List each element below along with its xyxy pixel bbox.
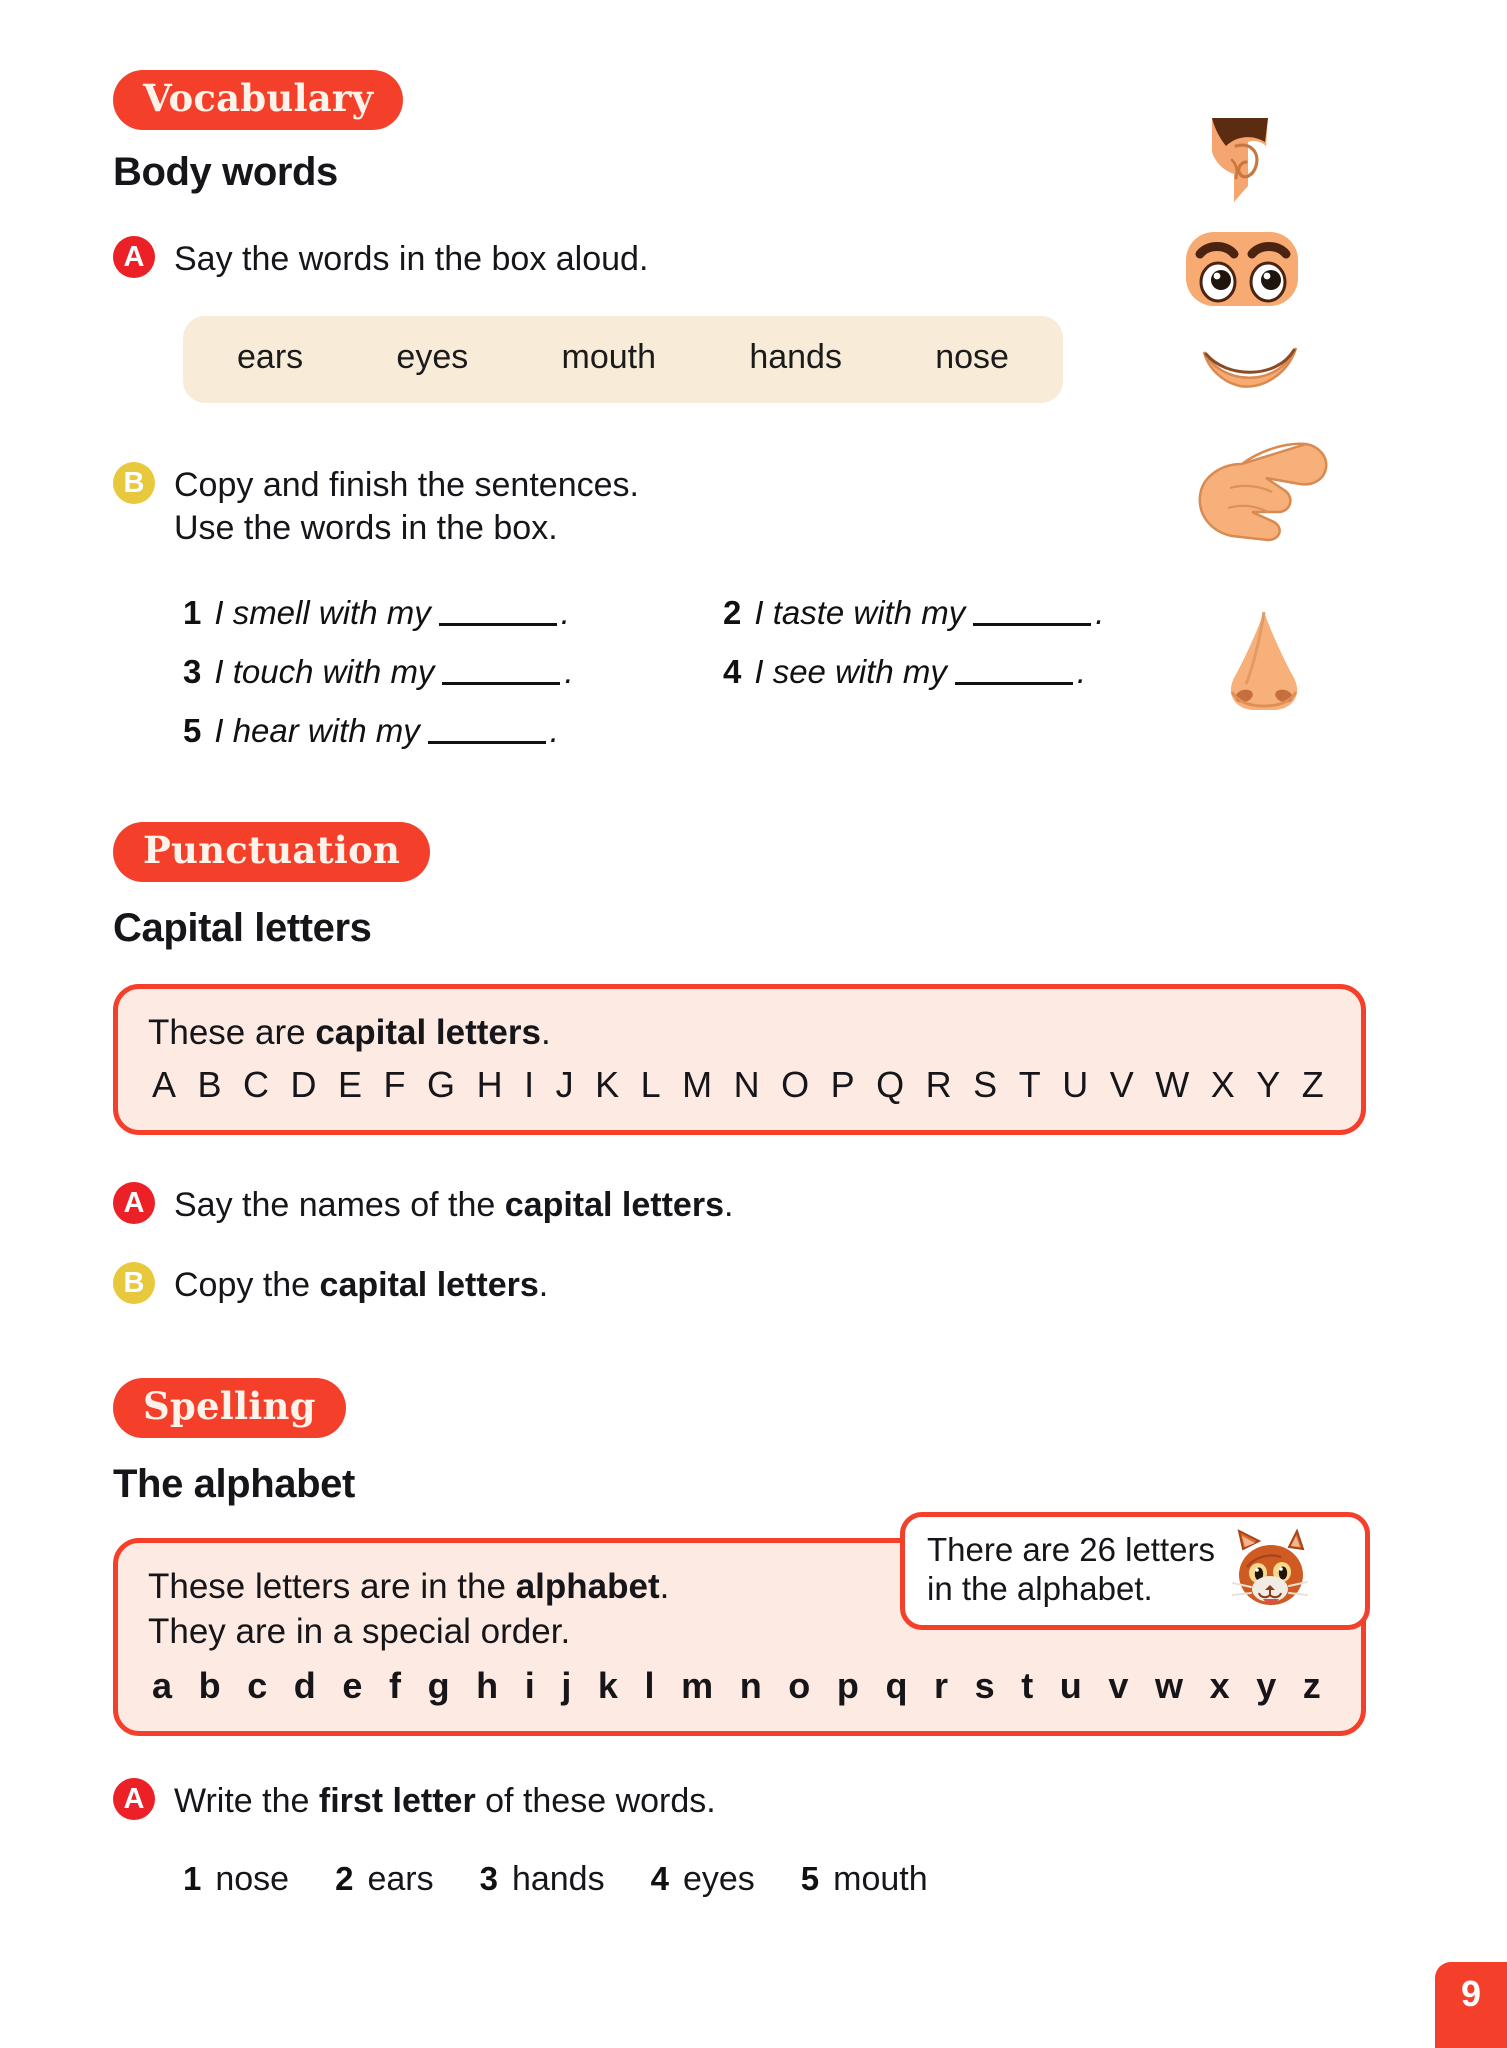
- sentence-period: .: [564, 653, 574, 690]
- subheading-body-words: Body words: [113, 150, 338, 194]
- task-vocab-b-line2: Use the words in the box.: [174, 508, 558, 547]
- sentence-period: .: [549, 712, 559, 749]
- task-punct-b-bold: capital letters: [319, 1266, 539, 1304]
- alphabet-letter: Y: [1256, 1063, 1282, 1105]
- sentence-text: I touch with my: [214, 653, 435, 690]
- word-label: eyes: [682, 1860, 755, 1898]
- alphabet-letter: b: [198, 1664, 221, 1706]
- word-box: [183, 316, 1063, 403]
- cat-mascot-illustration: [1225, 1527, 1309, 1613]
- sentence-period: .: [1076, 653, 1087, 690]
- info-box-alphabet-line2: They are in a special order.: [148, 1611, 571, 1651]
- alphabet-letter: F: [383, 1063, 407, 1105]
- word-box-item-0: ears: [237, 338, 304, 376]
- lowercase-alphabet-letters: [152, 1665, 1321, 1707]
- sentence-row: [183, 712, 1193, 750]
- answer-blank[interactable]: [428, 741, 546, 744]
- word-label: hands: [511, 1860, 605, 1898]
- ear-illustration: [1192, 112, 1288, 204]
- alphabet-letter: y: [1256, 1664, 1277, 1706]
- task-vocab-b: [113, 462, 639, 549]
- alphabet-letter: U: [1062, 1063, 1090, 1105]
- alphabet-letter: n: [739, 1664, 762, 1706]
- bubble-line1: There are 26 letters: [927, 1531, 1215, 1569]
- mouth-illustration: [1196, 334, 1306, 398]
- alphabet-letter: T: [1018, 1063, 1042, 1105]
- task-punct-a-bold: capital letters: [504, 1186, 724, 1224]
- info-text-end: .: [540, 1013, 551, 1052]
- info-text-plain: These letters are in the: [148, 1567, 516, 1606]
- info-text-bold: capital letters: [315, 1013, 541, 1052]
- task-vocab-b-line1: Copy and finish the sentences.: [174, 466, 639, 504]
- alphabet-letter: q: [885, 1664, 908, 1706]
- alphabet-letter: S: [973, 1063, 999, 1105]
- task-punct-b-plain2: .: [538, 1266, 549, 1304]
- info-text-end: .: [659, 1567, 670, 1606]
- capital-alphabet-row: [148, 1056, 1331, 1106]
- answer-blank[interactable]: [955, 682, 1073, 685]
- word-number: 1: [183, 1860, 202, 1897]
- task-vocab-a-text: Say the words in the box aloud.: [174, 240, 649, 278]
- word-number: 3: [479, 1860, 498, 1897]
- alphabet-letter: B: [197, 1063, 223, 1105]
- alphabet-letter: o: [788, 1664, 811, 1706]
- alphabet-letter: K: [595, 1063, 621, 1105]
- alphabet-letter: u: [1059, 1664, 1082, 1706]
- section-pill-spelling: Spelling: [113, 1378, 346, 1438]
- alphabet-letter: Z: [1301, 1063, 1325, 1105]
- alphabet-letter: x: [1209, 1664, 1230, 1706]
- alphabet-letter: s: [974, 1664, 995, 1706]
- alphabet-letter: J: [555, 1063, 575, 1105]
- sentence-period: .: [1095, 594, 1105, 631]
- alphabet-letter: W: [1155, 1063, 1191, 1105]
- page-number-badge: 9: [1435, 1962, 1507, 2048]
- word-number: 4: [650, 1860, 669, 1897]
- answer-blank[interactable]: [973, 623, 1091, 626]
- task-badge-a: A: [113, 1182, 155, 1224]
- answer-blank[interactable]: [439, 623, 557, 626]
- sentence-text: I see with my: [754, 653, 947, 690]
- alphabet-letter: V: [1109, 1063, 1135, 1105]
- word-box-item-2: mouth: [561, 338, 657, 376]
- sentence-number: 4: [723, 653, 742, 690]
- alphabet-letter: i: [524, 1664, 535, 1706]
- alphabet-letter: e: [342, 1664, 363, 1706]
- alphabet-letter: G: [427, 1063, 457, 1105]
- word-box-item-4: nose: [935, 338, 1009, 376]
- sentence-text: I taste with my: [754, 594, 966, 631]
- alphabet-letter: a: [152, 1664, 173, 1706]
- answer-blank[interactable]: [442, 682, 560, 685]
- sentence-number: 1: [183, 594, 202, 631]
- sentence-period: .: [560, 594, 570, 631]
- word-label: ears: [367, 1860, 434, 1898]
- task-punct-b: [113, 1262, 548, 1307]
- word-number: 2: [335, 1860, 354, 1897]
- alphabet-letter: m: [681, 1664, 714, 1706]
- alphabet-letter: c: [247, 1664, 268, 1706]
- nose-illustration: [1220, 608, 1308, 720]
- alphabet-letter: C: [243, 1063, 271, 1105]
- alphabet-letter: g: [427, 1664, 450, 1706]
- task-badge-a: A: [113, 236, 155, 278]
- alphabet-letter: j: [561, 1664, 572, 1706]
- task-badge-b: B: [113, 1262, 155, 1304]
- subheading-capital-letters: Capital letters: [113, 906, 372, 950]
- lowercase-alphabet-row: [148, 1655, 1331, 1707]
- word-box-item-1: eyes: [396, 338, 469, 376]
- alphabet-letter: l: [644, 1664, 655, 1706]
- word-number: 5: [800, 1860, 820, 1897]
- info-box-capital-letters: [113, 984, 1366, 1135]
- alphabet-letter: E: [338, 1063, 364, 1105]
- word-label: nose: [215, 1860, 290, 1898]
- word-label: mouth: [833, 1860, 928, 1898]
- alphabet-letter: h: [476, 1664, 499, 1706]
- task-spelling-a: [113, 1778, 716, 1823]
- alphabet-letter: d: [293, 1664, 316, 1706]
- task-spelling-a-bold: first letter: [318, 1782, 476, 1820]
- alphabet-letter: f: [388, 1664, 401, 1706]
- alphabet-letter: k: [597, 1664, 618, 1706]
- alphabet-letter: D: [290, 1063, 318, 1105]
- sentence-row: [183, 653, 1193, 691]
- task-spelling-a-plain2: of these words.: [475, 1782, 716, 1820]
- task-badge-a: A: [113, 1778, 155, 1820]
- alphabet-letter: N: [733, 1063, 761, 1105]
- task-spelling-a-plain1: Write the: [174, 1782, 319, 1820]
- alphabet-letter: A: [152, 1063, 178, 1105]
- sentence-number: 3: [183, 653, 202, 690]
- task-vocab-a: [113, 236, 648, 281]
- sentence-text: I hear with my: [214, 712, 420, 749]
- sentence-number: 2: [723, 594, 742, 631]
- eyes-illustration: [1182, 226, 1302, 314]
- task-punct-a: [113, 1182, 733, 1227]
- task-punct-a-plain1: Say the names of the: [174, 1186, 505, 1224]
- alphabet-letter: v: [1108, 1664, 1129, 1706]
- alphabet-letter: w: [1154, 1664, 1183, 1706]
- alphabet-letter: I: [524, 1063, 536, 1105]
- alphabet-letter: r: [934, 1664, 949, 1706]
- task-punct-a-plain2: .: [723, 1186, 734, 1224]
- alphabet-letter: O: [781, 1063, 811, 1105]
- word-box-item-3: hands: [749, 338, 842, 376]
- task-badge-b: B: [113, 462, 155, 504]
- info-text-bold: alphabet: [515, 1567, 660, 1606]
- sentence-list: [183, 594, 1193, 771]
- sentence-number: 5: [183, 712, 202, 749]
- alphabet-letter: t: [1021, 1664, 1034, 1706]
- section-pill-vocabulary: Vocabulary: [113, 70, 403, 130]
- alphabet-letter: p: [836, 1664, 859, 1706]
- hand-illustration: [1188, 430, 1338, 562]
- capital-alphabet-letters: [152, 1064, 1325, 1106]
- bubble-line2: in the alphabet.: [927, 1570, 1153, 1607]
- speech-bubble-alphabet-fact: [900, 1512, 1370, 1630]
- alphabet-letter: Q: [876, 1063, 906, 1105]
- sentence-text: I smell with my: [214, 594, 431, 631]
- info-text-plain: These are: [148, 1013, 316, 1052]
- alphabet-letter: R: [925, 1063, 953, 1105]
- sentence-row: [183, 594, 1193, 632]
- subheading-the-alphabet: The alphabet: [113, 1462, 355, 1506]
- alphabet-letter: X: [1210, 1063, 1236, 1105]
- info-box-capital-line: [148, 1011, 1331, 1056]
- section-pill-punctuation: Punctuation: [113, 822, 430, 882]
- task-punct-b-plain1: Copy the: [174, 1266, 320, 1304]
- alphabet-letter: z: [1302, 1664, 1321, 1706]
- alphabet-letter: L: [640, 1063, 662, 1105]
- alphabet-letter: P: [830, 1063, 856, 1105]
- alphabet-letter: H: [476, 1063, 504, 1105]
- alphabet-letter: M: [682, 1063, 714, 1105]
- first-letter-word-list: [183, 1860, 974, 1899]
